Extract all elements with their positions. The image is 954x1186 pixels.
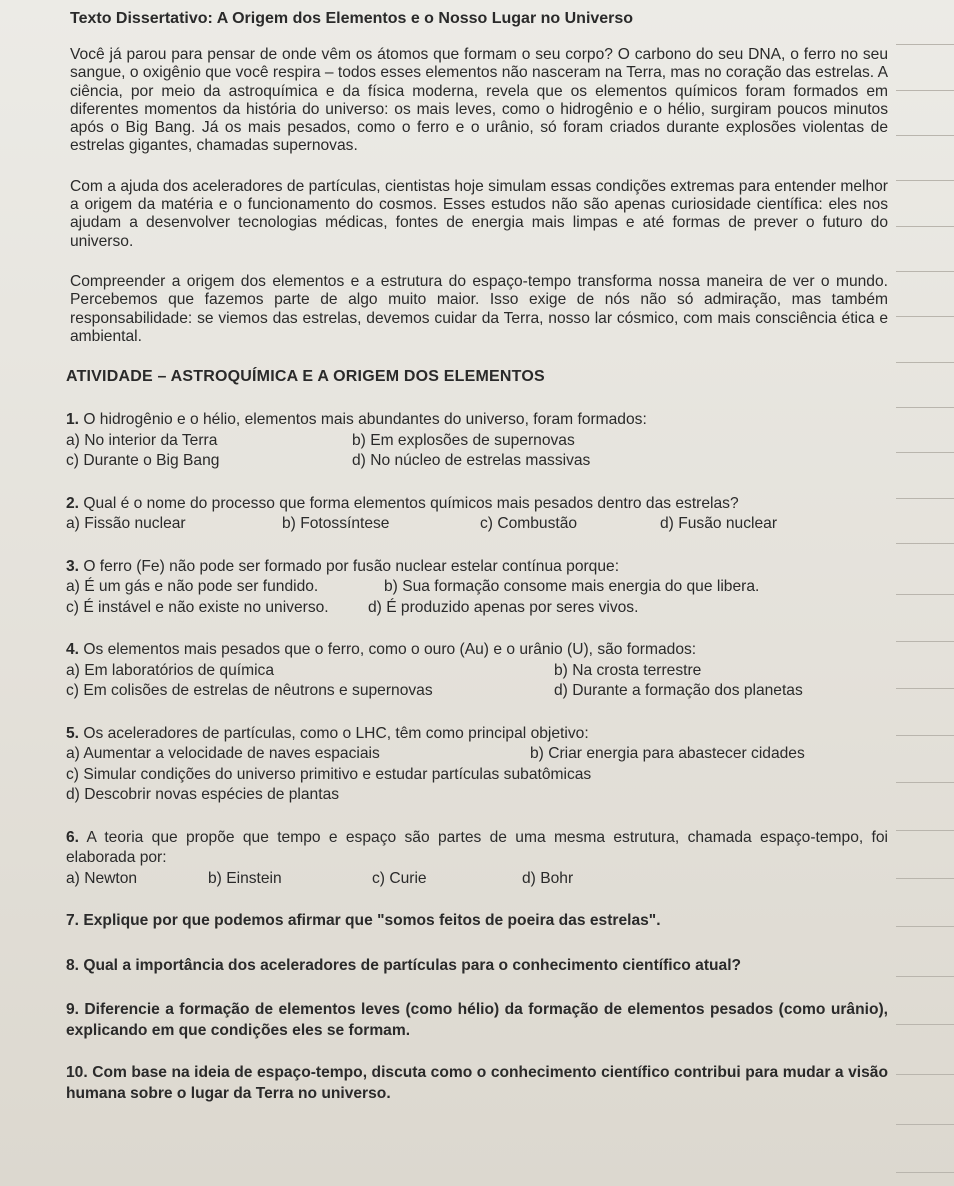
question-5 [66, 724, 888, 806]
question-number: 10. [66, 1064, 88, 1082]
question-8 [66, 956, 888, 977]
rule-line [896, 688, 954, 689]
option-c[interactable]: c) É instável e não existe no universo. [66, 598, 329, 616]
question-text: Qual é o nome do processo que forma elementos químicos mais pesados dentro das estrelas? [79, 494, 739, 512]
question-number: 3. [66, 557, 80, 575]
question-4 [66, 640, 888, 702]
paragraph-2: Com a ajuda dos aceleradores de partículas, cientistas hoje simulam essas condições extremas para entender melhor a origem da matéria e o funcionamento do cosmos. Esses estudos não são apenas curiosidade científica: eles nos ajudam a desenvolver tecnologias médicas, fontes de energia mais limpas e até formas de prever o futuro do universo. [70, 177, 888, 250]
question-text: O ferro (Fe) não pode ser formado por fusão nuclear estelar contínua porque: [79, 557, 620, 575]
question-7 [66, 911, 888, 932]
question-10 [66, 1063, 888, 1104]
rule-line [896, 135, 954, 136]
rule-line [896, 180, 954, 181]
option-c[interactable]: c) Combustão [480, 515, 578, 533]
question-6 [66, 828, 888, 890]
option-d[interactable]: d) Descobrir novas espécies de plantas [66, 786, 340, 804]
rule-line [896, 735, 954, 736]
rule-line [896, 976, 954, 977]
option-a[interactable]: a) Em laboratórios de química [66, 661, 275, 679]
option-b[interactable]: b) Fotossíntese [282, 515, 390, 533]
rule-line [896, 452, 954, 453]
rule-line [896, 316, 954, 317]
question-number: 7. [66, 912, 80, 930]
rule-line [896, 407, 954, 408]
rule-line [896, 1172, 954, 1173]
paragraph-1: Você já parou para pensar de onde vêm os átomos que formam o seu corpo? O carbono do seu DNA, o ferro no seu sangue, o oxigênio que você respira – todos esses elementos não nasceram na Terra, mas no coração das estrelas. A ciência, por meio da astroquímica e da física moderna, revela que os elementos químicos foram formados em diferentes momentos da história do universo: os mais leves, como o hidrogênio e o hélio, surgiram poucos minutos após o Big Bang. Já os mais pesados, como o ferro e o urânio, só foram criados durante explosões violentas de estrelas gigantes, chamadas supernovas. [70, 46, 888, 155]
question-text: Qual a importância dos aceleradores de partículas para o conhecimento científico atual? [79, 956, 742, 974]
question-number: 9. [66, 1001, 80, 1019]
rule-line [896, 878, 954, 879]
rule-line [896, 830, 954, 831]
option-d[interactable]: d) Bohr [522, 869, 574, 887]
question-9 [66, 1000, 888, 1041]
option-c[interactable]: c) Em colisões de estrelas de nêutrons e supernovas [66, 682, 433, 700]
notebook-margin-lines [894, 0, 954, 1186]
option-b[interactable]: b) Em explosões de supernovas [352, 431, 575, 449]
rule-line [896, 226, 954, 227]
option-b[interactable]: b) Criar energia para abastecer cidades [530, 745, 805, 763]
rule-line [896, 641, 954, 642]
option-b[interactable]: b) Einstein [208, 869, 282, 887]
question-text: Diferencie a formação de elementos leves (como hélio) da formação de elementos pesados (como urânio), explicando em que condições eles se formam. [66, 1001, 888, 1039]
rule-line [896, 543, 954, 544]
option-c[interactable]: c) Simular condições do universo primitivo e estudar partículas subatômicas [66, 765, 592, 783]
option-a[interactable]: a) Fissão nuclear [66, 515, 186, 533]
rule-line [896, 782, 954, 783]
question-3 [66, 557, 888, 619]
option-a[interactable]: a) Newton [66, 869, 138, 887]
option-d[interactable]: d) É produzido apenas por seres vivos. [368, 598, 639, 616]
option-c[interactable]: c) Durante o Big Bang [66, 452, 220, 470]
option-c[interactable]: c) Curie [372, 869, 427, 887]
question-number: 6. [66, 828, 80, 846]
rule-line [896, 90, 954, 91]
rule-line [896, 594, 954, 595]
option-b[interactable]: b) Sua formação consome mais energia do que libera. [384, 578, 760, 596]
activity-title: ATIVIDADE – ASTROQUÍMICA E A ORIGEM DOS ELEMENTOS [66, 368, 545, 386]
question-text: Com base na ideia de espaço-tempo, discuta como o conhecimento científico contribui para mudar a visão humana sobre o lugar da Terra no universo. [66, 1064, 888, 1102]
question-number: 2. [66, 494, 80, 512]
option-a[interactable]: a) No interior da Terra [66, 431, 218, 449]
option-d[interactable]: d) Fusão nuclear [660, 515, 778, 533]
rule-line [896, 1074, 954, 1075]
question-number: 1. [66, 411, 80, 429]
worksheet-content [62, 10, 888, 1126]
page-title: Texto Dissertativo: A Origem dos Elementos e o Nosso Lugar no Universo [70, 10, 634, 27]
question-number: 4. [66, 641, 80, 659]
option-d[interactable]: d) No núcleo de estrelas massivas [352, 452, 591, 470]
question-2 [66, 494, 888, 535]
rule-line [896, 271, 954, 272]
rule-line [896, 498, 954, 499]
rule-line [896, 44, 954, 45]
option-a[interactable]: a) Aumentar a velocidade de naves espaciais [66, 745, 380, 763]
question-text: O hidrogênio e o hélio, elementos mais abundantes do universo, foram formados: [79, 411, 647, 429]
question-text: A teoria que propõe que tempo e espaço são partes de uma mesma estrutura, chamada espaço-tempo, foi elaborada por: [66, 828, 888, 867]
question-number: 5. [66, 724, 80, 742]
rule-line [896, 926, 954, 927]
rule-line [896, 1024, 954, 1025]
paragraph-3: Compreender a origem dos elementos e a estrutura do espaço-tempo transforma nossa maneira de ver o mundo. Percebemos que fazemos parte de algo muito maior. Isso exige de nós não só admiração, mas também responsabilidade: se viemos das estrelas, devemos cuidar da Terra, nosso lar cósmico, com mais consciência ética e ambiental. [70, 272, 888, 345]
question-number: 8. [66, 956, 80, 974]
question-text: Os aceleradores de partículas, como o LHC, têm como principal objetivo: [79, 724, 589, 742]
option-a[interactable]: a) É um gás e não pode ser fundido. [66, 578, 319, 596]
option-d[interactable]: d) Durante a formação dos planetas [554, 682, 803, 700]
question-text: Explique por que podemos afirmar que "somos feitos de poeira das estrelas". [79, 912, 661, 930]
option-b[interactable]: b) Na crosta terrestre [554, 661, 702, 679]
rule-line [896, 362, 954, 363]
rule-line [896, 1124, 954, 1125]
question-1 [66, 410, 888, 472]
question-text: Os elementos mais pesados que o ferro, como o ouro (Au) e o urânio (U), são formados: [79, 641, 697, 659]
